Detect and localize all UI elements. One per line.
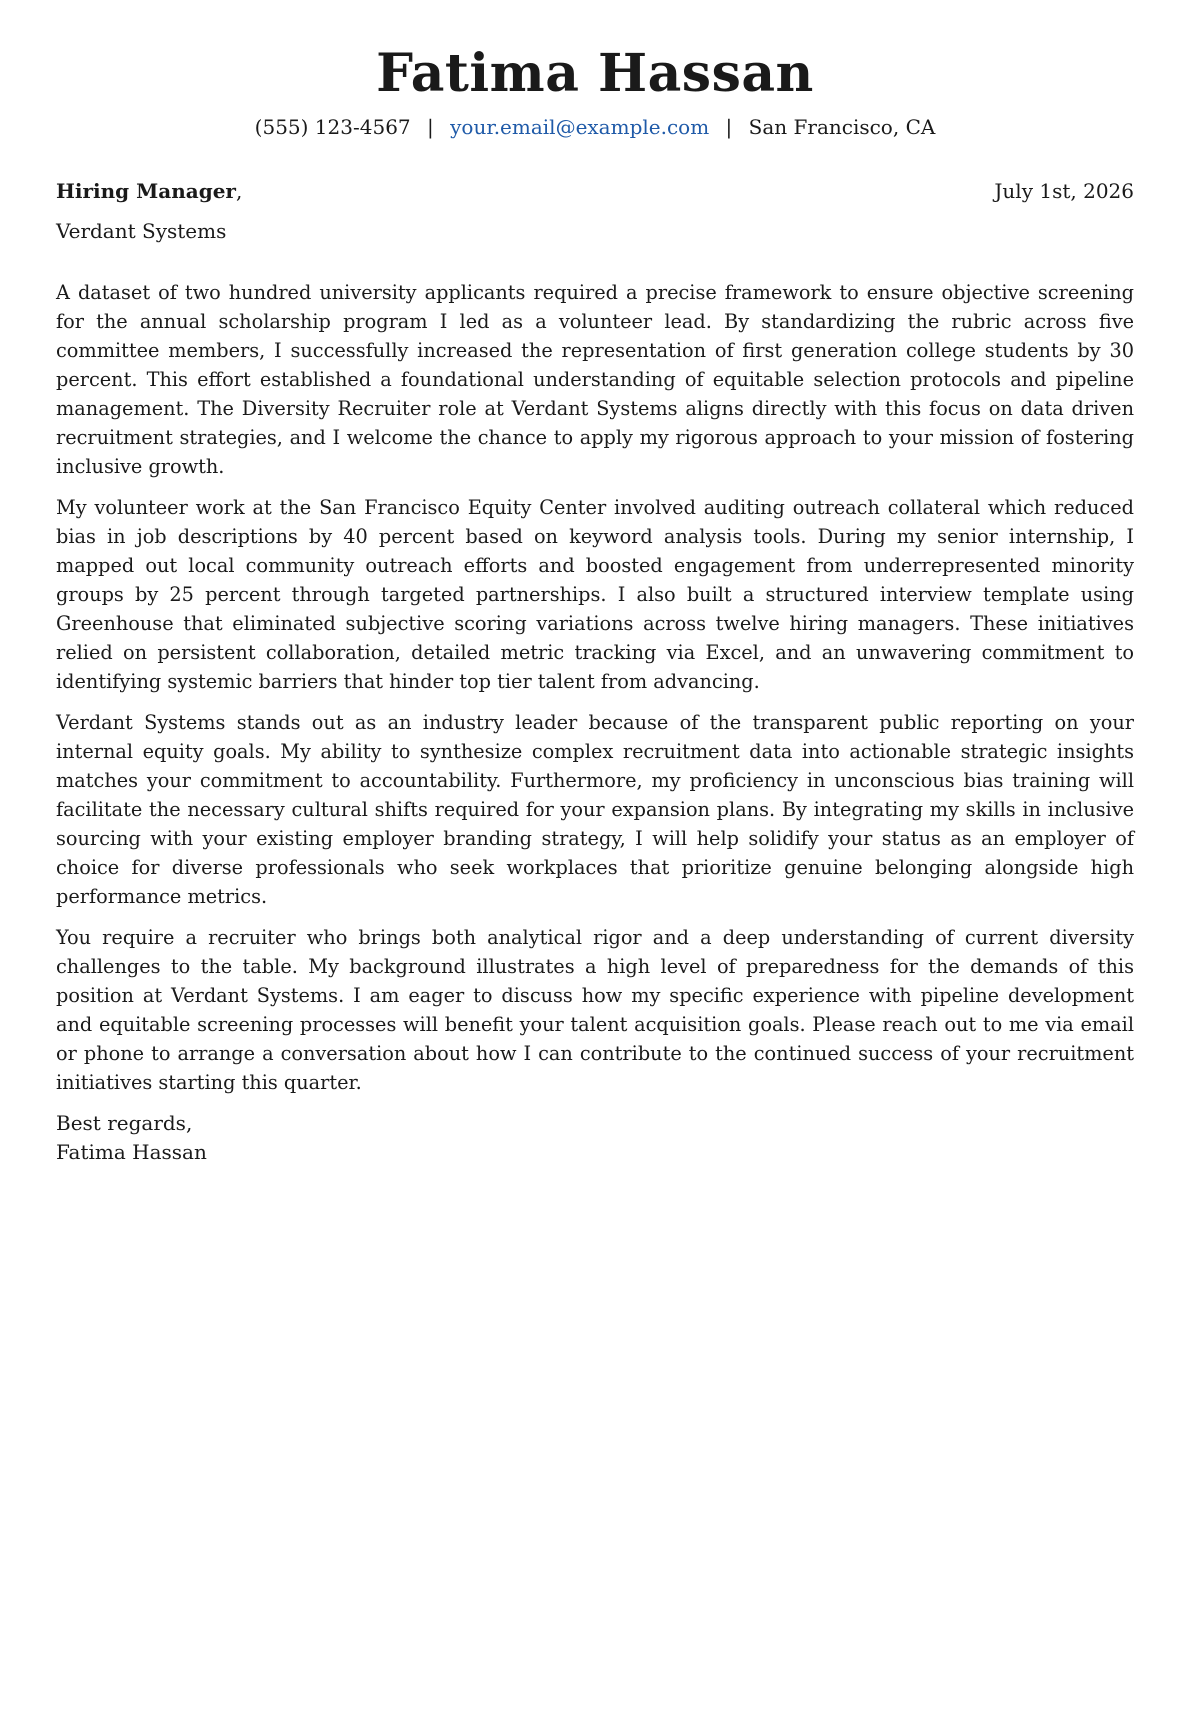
signature-name: Fatima Hassan: [56, 1140, 207, 1164]
closing-block: [56, 1109, 1134, 1167]
body-paragraph: A dataset of two hundred university applicants required a precise framework to ensure objective screening for the annual scholarship program I led as a volunteer lead. By standardizing the rubric across five committee members, I successfully increased the representation of first generation college students by 30 percent. This effort established a foundational understanding of equitable selection protocols and pipeline management. The Diversity Recruiter role at Verdant Systems aligns directly with this focus on data driven recruitment strategies, and I welcome the chance to apply my rigorous approach to your mission of fostering inclusive growth.: [56, 281, 1134, 478]
recipient-date-row: [56, 178, 1134, 204]
body-paragraph: You require a recruiter who brings both analytical rigor and a deep understanding of current diversity challenges to the table. My background illustrates a high level of preparedness for the demands of this position at Verdant Systems. I am eager to discuss how my specific experience with pipeline development and equitable screening processes will benefit your talent acquisition goals. Please reach out to me via email or phone to arrange a conversation about how I can contribute to the continued success of your recruitment initiatives starting this quarter.: [56, 926, 1134, 1094]
body-paragraph: My volunteer work at the San Francisco Equity Center involved auditing outreach collateral which reduced bias in job descriptions by 40 percent based on keyword analysis tools. During my senior internship, I mapped out local community outreach efforts and boosted engagement from underrepresented minority groups by 25 percent through targeted partnerships. I also built a structured interview template using Greenhouse that eliminated subjective scoring variations across twelve hiring managers. These initiatives relied on persistent collaboration, detailed metric tracking via Excel, and an unwavering commitment to identifying systemic barriers that hinder top tier talent from advancing.: [56, 496, 1134, 693]
letter-date: July 1st, 2026: [994, 179, 1134, 203]
cover-letter-page: [0, 43, 1190, 1731]
recipient-title-text: Hiring Manager: [56, 179, 236, 203]
letter-body: [56, 278, 1134, 1097]
recipient-company: Verdant Systems: [56, 219, 227, 243]
recipient-title: [56, 178, 242, 204]
email-link[interactable]: your.email@example.com: [450, 115, 710, 139]
applicant-name: Fatima Hassan: [376, 43, 814, 104]
contact-line: [56, 114, 1134, 140]
recipient-title-comma: ,: [235, 179, 243, 203]
contact-separator: |: [725, 115, 733, 139]
phone-number: (555) 123-4567: [254, 115, 411, 139]
body-paragraph: Verdant Systems stands out as an industry leader because of the transparent public reporting on your internal equity goals. My ability to synthesize complex recruitment data into actionable strategic insights matches your commitment to accountability. Furthermore, my proficiency in unconscious bias training will facilitate the necessary cultural shifts required for your expansion plans. By integrating my skills in inclusive sourcing with your existing employer branding strategy, I will help solidify your status as an employer of choice for diverse professionals who seek workplaces that prioritize genuine belonging alongside high performance metrics.: [56, 711, 1134, 908]
contact-separator: |: [427, 115, 434, 139]
closing-salutation: Best regards,: [56, 1111, 193, 1135]
location: San Francisco, CA: [748, 115, 936, 139]
